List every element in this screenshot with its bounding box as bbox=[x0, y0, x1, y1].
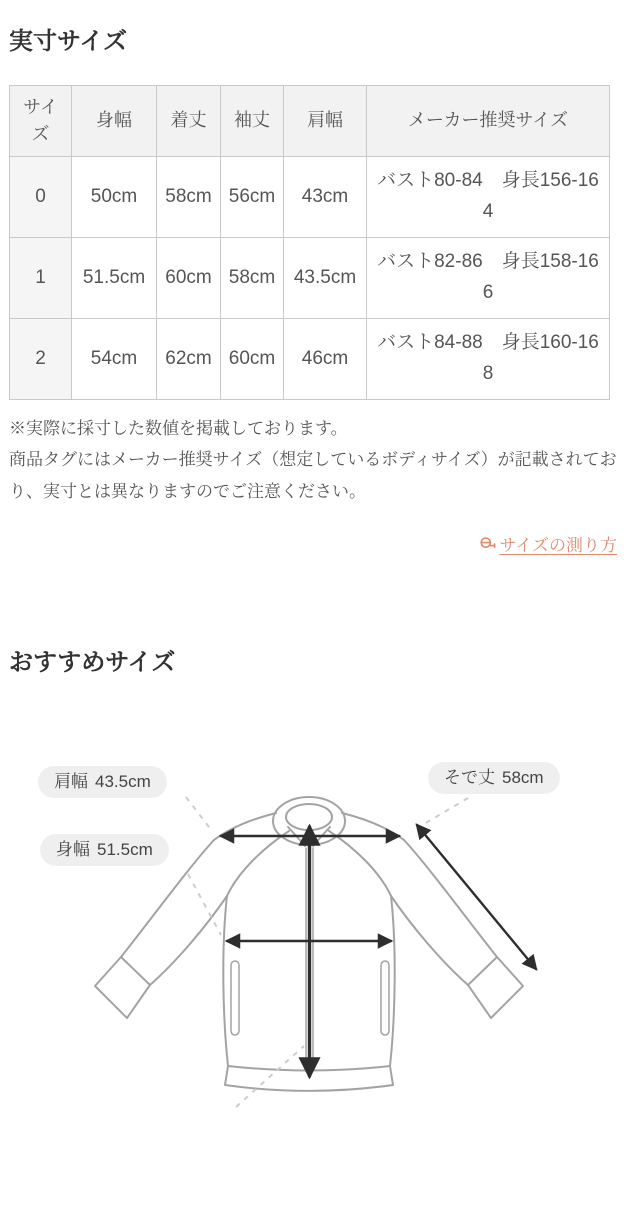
col-header-length: 着丈 bbox=[157, 85, 221, 156]
cell-shoulder-width: 46cm bbox=[284, 318, 367, 399]
cell-maker-size: バスト80-84 身長156-164 bbox=[367, 156, 610, 237]
col-header-shoulder-width: 肩幅 bbox=[284, 85, 367, 156]
sleeve-length-arrow bbox=[417, 825, 536, 969]
cell-size: 1 bbox=[10, 237, 72, 318]
size-table-header-row bbox=[10, 85, 610, 156]
cell-length: 62cm bbox=[157, 318, 221, 399]
shoulder-width-label bbox=[38, 766, 167, 798]
cell-shoulder-width: 43.5cm bbox=[284, 237, 367, 318]
cell-size: 0 bbox=[10, 156, 72, 237]
cell-maker-size: バスト82-86 身長158-166 bbox=[367, 237, 610, 318]
measure-name: 肩幅 bbox=[54, 772, 88, 791]
col-header-maker-size: メーカー推奨サイズ bbox=[367, 85, 610, 156]
connector-sleeve bbox=[419, 798, 468, 827]
body-width-label bbox=[40, 834, 169, 866]
connector-shoulder bbox=[186, 797, 212, 831]
measure-value: 51.5cm bbox=[97, 840, 153, 859]
sleeve-length-label bbox=[428, 762, 560, 794]
jacket-diagram bbox=[0, 728, 628, 1208]
cell-body-width: 54cm bbox=[72, 318, 157, 399]
size-diagram bbox=[0, 728, 628, 1208]
cell-sleeve-length: 58cm bbox=[221, 237, 284, 318]
cell-sleeve-length: 60cm bbox=[221, 318, 284, 399]
note-measured-values: ※実際に採寸した数値を掲載しております。 bbox=[9, 418, 348, 438]
measure-value: 58cm bbox=[502, 768, 544, 787]
cell-length: 60cm bbox=[157, 237, 221, 318]
how-to-measure-link[interactable] bbox=[479, 531, 617, 556]
how-to-measure-label: サイズの測り方 bbox=[499, 536, 617, 556]
table-row-size-1 bbox=[10, 237, 610, 318]
recommended-size-title: おすすめサイズ bbox=[9, 649, 176, 677]
cell-body-width: 51.5cm bbox=[72, 237, 157, 318]
note-maker-size-caution: 商品タグにはメーカー推奨サイズ（想定しているボディサイズ）が記載されており、実寸とは異なりますのでご注意ください。 bbox=[9, 450, 617, 501]
col-header-size: サイズ bbox=[10, 85, 72, 156]
measure-name: 身幅 bbox=[56, 840, 90, 859]
cell-size: 2 bbox=[10, 318, 72, 399]
col-header-sleeve-length: 袖丈 bbox=[221, 85, 284, 156]
cell-shoulder-width: 43cm bbox=[284, 156, 367, 237]
measure-value: 43.5cm bbox=[95, 772, 151, 791]
tape-measure-icon bbox=[479, 535, 496, 552]
actual-size-title: 実寸サイズ bbox=[9, 28, 128, 55]
col-header-body-width: 身幅 bbox=[72, 85, 157, 156]
cell-length: 58cm bbox=[157, 156, 221, 237]
cell-body-width: 50cm bbox=[72, 156, 157, 237]
size-table bbox=[9, 85, 610, 400]
cell-maker-size: バスト84-88 身長160-168 bbox=[367, 318, 610, 399]
cell-sleeve-length: 56cm bbox=[221, 156, 284, 237]
connector-length bbox=[236, 1046, 304, 1107]
table-row-size-0 bbox=[10, 156, 610, 237]
size-notes bbox=[9, 413, 619, 507]
measure-name: そで丈 bbox=[444, 768, 495, 787]
table-row-size-2 bbox=[10, 318, 610, 399]
